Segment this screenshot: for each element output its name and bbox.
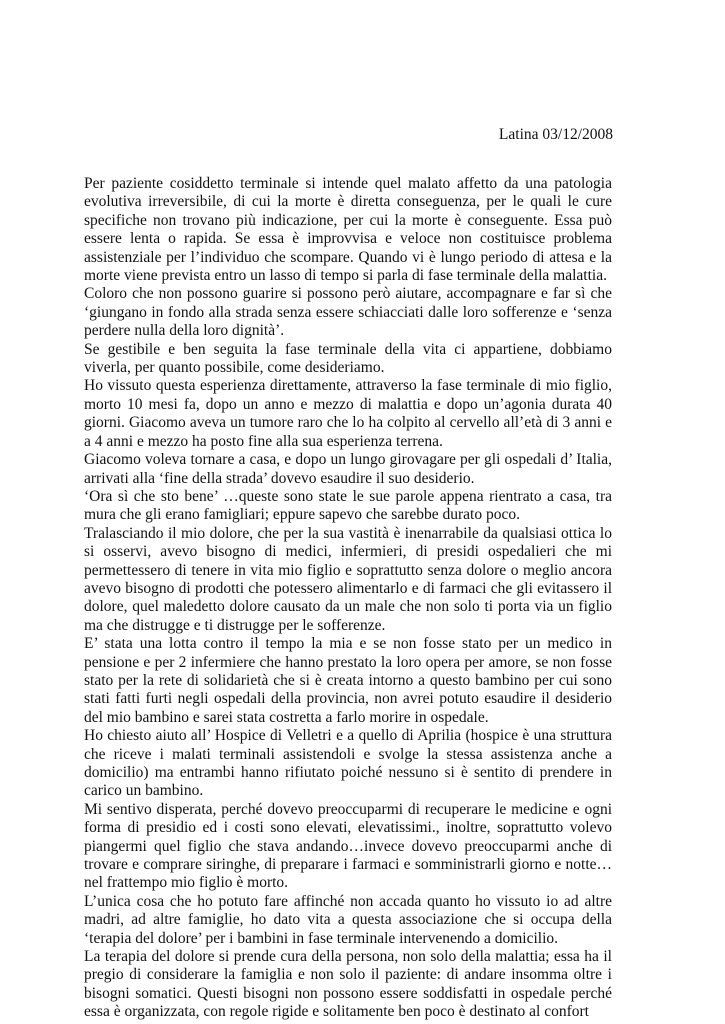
paragraph-accompany-patients: Coloro che non possono guarire si possono però aiutare, accompagnare e far sì che ‘giungano in fondo alla strada senza essere schiacciati dalle loro sofferenze e ‘senza perdere nulla della loro dignità’. (84, 285, 612, 340)
paragraph-manageable-phase: Se gestibile e ben seguita la fase terminale della vita ci appartiene, dobbiamo viverla, per quanto possibile, come desideriamo. (84, 340, 612, 377)
paragraph-hospice-request: Ho chiesto aiuto all’ Hospice di Velletri e a quello di Aprilia (hospice è una struttura che riceve i malati terminali assistendoli e svolge la stessa assistenza anche a domicilio) ma entrambi hanno rifiutato poiché nessuno si è sentito di prendere in carico un bambino. (84, 727, 612, 800)
paragraph-personal-experience: Ho vissuto questa esperienza direttamente, attraverso la fase terminale di mio figlio, morto 10 mesi fa, dopo un anno e mezzo di malattia e dopo un’agonia durata 40 giorni. Giacomo aveva un tumore raro che lo ha colpito al cervello all’età di 3 anni e a 4 anni e mezzo ha posto fine alla sua esperienza terrena. (84, 377, 612, 450)
paragraph-needs-and-pain: Tralasciando il mio dolore, che per la sua vastità è inenarrabile da qualsiasi ottica lo si osservi, avevo bisogno di medici, infermieri, di presidi ospedalieri che mi permettessero di tenere in vita mio figlio e soprattutto senza dolore o meglio ancora avevo bisogno di prodotti che potessero alimentarlo e di farmaci che gli evitassero il dolore, quel maledetto dolore causato da un male che non solo ti porta via un figlio ma che distrugge e ti distrugge per le sofferenze. (84, 524, 612, 634)
date-line: Latina 03/12/2008 (498, 126, 613, 143)
paragraph-fight-against-time: E’ stata una lotta contro il tempo la mia e se non fosse stato per un medico in pensione e per 2 infermiere che hanno prestato la loro opera per amore, se non fosse stato per la rete di solidarietà che si è creata intorno a questo bambino per cui sono stati fatti furti negli ospedali della provincia, non avrei potuto esaudire il desiderio del mio bambino e sarei stata costretta a farlo morire in ospedale. (84, 635, 612, 726)
paragraph-now-i-feel-good: ‘Ora sì che sto bene’ …queste sono state le sue parole appena rientrato a casa, tra mura che gli erano famigliari; eppure sapevo che sarebbe durato poco. (84, 487, 612, 524)
paragraph-desperation: Mi sentivo disperata, perché dovevo preoccuparmi di recuperare le medicine e ogni forma di presidio ed i costi sono elevati, elevatissimi., inoltre, soprattutto volevo piangermi quel figlio che stava andando…invece dovevo preoccuparmi anche di trovare e comprare siringhe, di preparare i farmaci e somministrarli giorno e notte… nel frattempo mio figlio è morto. (84, 800, 612, 892)
paragraph-return-home: Giacomo voleva tornare a casa, e dopo un lungo girovagare per gli ospedali d’ Italia, arrivati alla ‘fine della strada’ dovevo esaudire il suo desiderio. (84, 451, 612, 487)
paragraph-pain-therapy: La terapia del dolore si prende cura della persona, non solo della malattia; essa ha il pregio di considerare la famiglia e non solo il paziente: di andare insomma oltre i bisogni somatici. Questi bisogni non possono essere soddisfatti in ospedale perché essa è organizzata, con regole rigide e solitamente ben poco è destinato al confort (84, 948, 612, 1021)
letter-body (84, 175, 612, 1022)
paragraph-terminal-patient-definition: Per paziente cosiddetto terminale si intende quel malato affetto da una patologia evolutiva irreversibile, di cui la morte è diretta conseguenza, per le quali le cure specifiche non trovano più indicazione, per cui la morte è conseguente. Essa può essere lenta o rapida. Se essa è improvvisa e veloce non costituisce problema assistenziale per l’individuo che scompare. Quando vi è lungo periodo di attesa e la morte viene prevista entro un lasso di tempo si parla di fase terminale della malattia. (84, 175, 612, 285)
paragraph-association: L’unica cosa che ho potuto fare affinché non accada quanto ho vissuto io ad altre madri, ad altre famiglie, ho dato vita a questa associazione che si occupa della ‘terapia del dolore’ per i bambini in fase terminale intervenendo a domicilio. (84, 892, 612, 947)
